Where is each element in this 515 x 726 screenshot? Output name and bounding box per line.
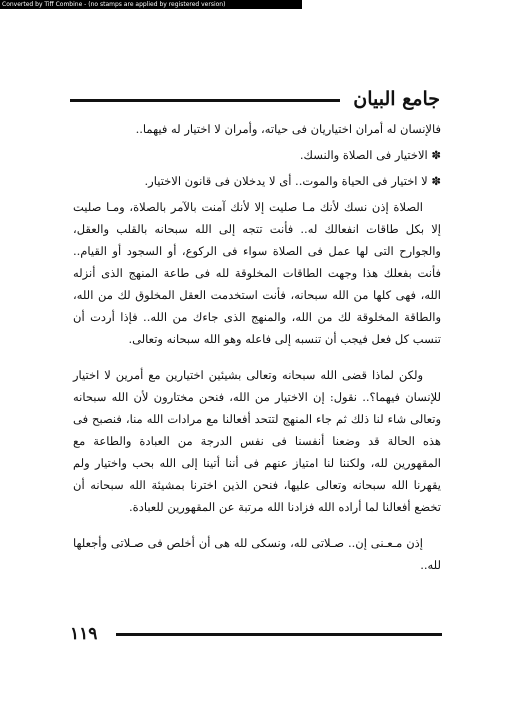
intro-paragraph: فالإنسان له أمران اختياريان فى حياته، وأمران لا اختيار له فيهما.. <box>135 122 441 136</box>
paragraph-conclusion: إذن مـعـنى إن.. صـلاتى لله، ونسكى لله هى أن أخلص فى صـلاتى وأجعلها لله.. <box>73 536 441 572</box>
bullet-prayer-choice: ✽ الاختيار فى الصلاة والنسك. <box>299 148 441 162</box>
footer-rule <box>116 633 442 636</box>
paragraph-prayer-worship: الصلاة إذن نسك لأنك مـا صليت إلا لأنك آمنت بالآمر بالصلاة، ومـا صليت إلا بكل طاقات انفعالك له.. فأنت تتجه إلى الله سبحانه بالقلب والعقل، والجوارح التى لها عمل فى الصلاة سواء فى الركوع، أو السجود أو القيام.. فأنت بفعلك هذا وجهت الطاقات المخلوقة لله فى طاعة المنهج الذى أنزله الله، فهى كلها من الله سبحانه، فأنت استخدمت العقل المخلوق لك من الله، والطاقة المخلوقة لك من الله، والمنهج الذى جاءك من الله.. فإذا أردت أن تنسب كل فعل فيجب أن تنسبه إلى فاعله وهو الله سبحانه وتعالى. <box>73 200 441 346</box>
page-footer <box>70 622 442 648</box>
bullet-life-death: ✽ لا اختيار فى الحياة والموت.. أى لا يدخلان فى قانون الاختيار. <box>144 174 441 188</box>
header-rule <box>70 99 340 102</box>
converter-banner: Converted by Tiff Combine - (no stamps are applied by registered version) <box>0 0 302 9</box>
book-title: جامع البيان <box>353 88 440 110</box>
paragraph-choice: ولكن لماذا قضى الله سبحانه وتعالى بشيئين اختيارين مع أمرين لا اختيار للإنسان فيهما؟.. نقول: إن الاختيار من الله، فنحن مختارون لأن الله سبحانه وتعالى شاء لنا ذلك ثم جاء المنهج لتتحد أفعالنا مع مرادات الله منا، فنصبح فى هذه الحالة قد وضعنا أنفسنا فى نفس الدرجة من العبادة والطاعة مع المقهورين لله، ولكننا لنا امتياز عنهم فى أننا أتينا إلى الله بحب واختيار ولم يقهرنا الله سبحانه وتعالى عليها، فنحن الذين اخترنا بمشيئة الله سبحانه أن تخضع أفعالنا لما أراده الله فزادنا الله مرتبة عن المقهورين للعبادة. <box>73 368 441 514</box>
page-header <box>70 86 440 114</box>
page-number: ١١٩ <box>70 624 98 644</box>
page-body <box>73 118 441 576</box>
